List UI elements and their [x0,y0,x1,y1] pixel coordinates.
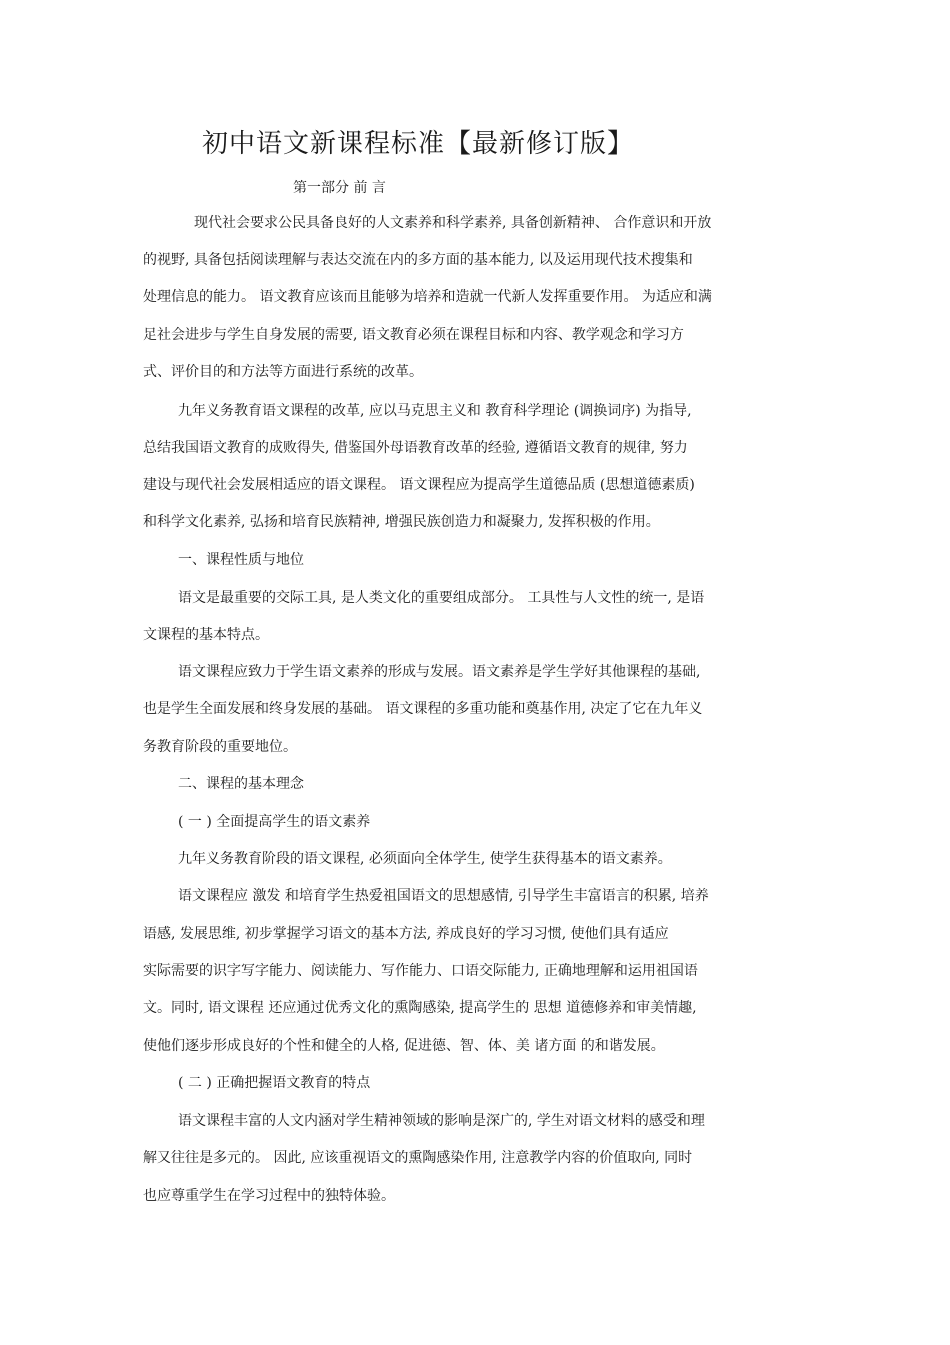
text-line: 语感, 发展思维, 初步掌握学习语文的基本方法, 养成良好的学习习惯, 使他们具有适应 [143,926,669,942]
section-heading: 一、课程性质与地位 [178,552,304,568]
subsection-heading: ( 二 ) 正确把握语文教育的特点 [178,1075,371,1091]
text-line: 现代社会要求公民具备良好的人文素养和科学素养, 具备创新精神、 合作意识和开放 [194,215,712,231]
subsection-heading: ( 一 ) 全面提高学生的语文素养 [178,814,371,830]
document-title: 初中语文新课程标准【最新修订版】 [202,129,635,159]
text-line: 也是学生全面发展和终身发展的基础。 语文课程的多重功能和奠基作用, 决定了它在九年义 [143,701,703,717]
text-line: 九年义务教育语文课程的改革, 应以马克思主义和 教育科学理论 (调换词序) 为指导, [178,403,692,419]
text-line: 也应尊重学生在学习过程中的独特体验。 [143,1188,395,1204]
text-line: 的视野, 具备包括阅读理解与表达交流在内的多方面的基本能力, 以及运用现代技术搜集和 [143,252,693,268]
text-line: 文。同时, 语文课程 还应通过优秀文化的熏陶感染, 提高学生的 思想 道德修养和审美情趣, [143,1000,697,1016]
text-line: 实际需要的识字写字能力、阅读能力、写作能力、口语交际能力, 正确地理解和运用祖国语 [143,963,698,979]
text-line: 九年义务教育阶段的语文课程, 必须面向全体学生, 使学生获得基本的语文素养。 [178,851,672,867]
text-line: 使他们逐步形成良好的个性和健全的人格, 促进德、智、体、美 诸方面 的和谐发展。 [143,1038,665,1054]
text-line: 文课程的基本特点。 [143,627,269,643]
text-line: 和科学文化素养, 弘扬和培育民族精神, 增强民族创造力和凝聚力, 发挥积极的作用。 [143,514,660,530]
text-line: 解又往往是多元的。 因此, 应该重视语文的熏陶感染作用, 注意教学内容的价值取向, 同时 [143,1150,693,1166]
text-line: 语文是最重要的交际工具, 是人类文化的重要组成部分。 工具性与人文性的统一, 是语 [178,590,705,606]
text-line: 语文课程丰富的人文内涵对学生精神领域的影响是深广的, 学生对语文材料的感受和理 [178,1113,705,1129]
text-line: 式、评价目的和方法等方面进行系统的改革。 [143,364,423,380]
text-line: 语文课程应致力于学生语文素养的形成与发展。语文素养是学生学好其他课程的基础, [178,664,701,680]
text-line: 总结我国语文教育的成败得失, 借鉴国外母语教育改革的经验, 遵循语文教育的规律, 努力 [143,440,688,456]
text-line: 语文课程应 激发 和培育学生热爱祖国语文的思想感情, 引导学生丰富语言的积累, 培养 [178,888,709,904]
text-line: 处理信息的能力。 语文教育应该而且能够为培养和造就一代新人发挥重要作用。 为适应和满 [143,289,712,305]
text-line: 足社会进步与学生自身发展的需要, 语文教育必须在课程目标和内容、教学观念和学习方 [143,327,684,343]
text-line: 务教育阶段的重要地位。 [143,739,297,755]
part-heading: 第一部分 前 言 [293,180,386,196]
text-line: 建设与现代社会发展相适应的语文课程。 语文课程应为提高学生道德品质 (思想道德素质) [143,477,695,493]
section-heading: 二、课程的基本理念 [178,776,304,792]
